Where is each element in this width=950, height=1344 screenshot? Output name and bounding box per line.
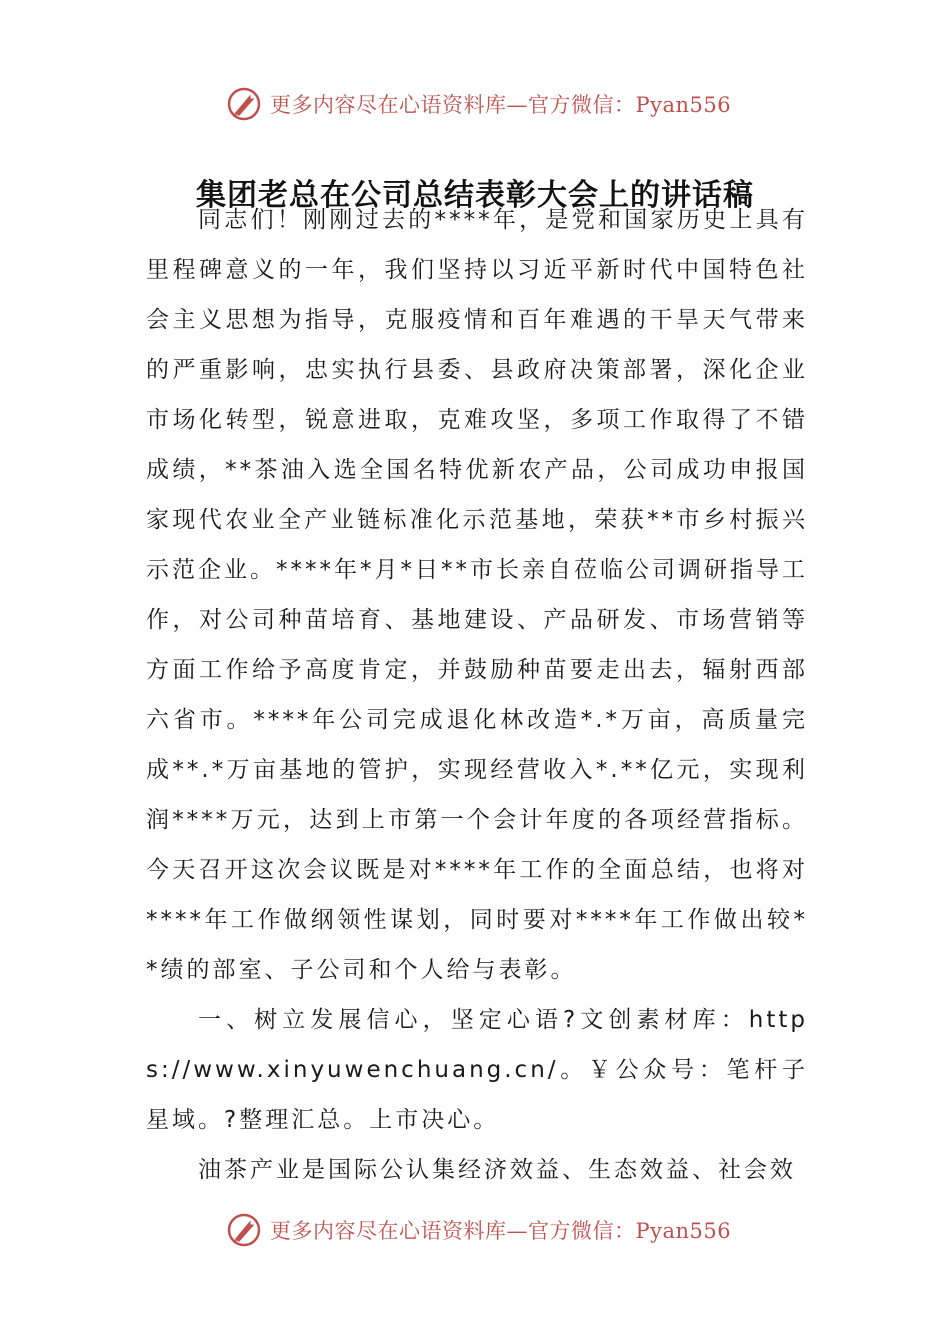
watermark-banner-top [226,84,746,124]
paragraph: 油茶产业是国际公认集经济效益、生态效益、社会效 [198,1157,796,1183]
document-title: 集团老总在公司总结表彰大会上的讲话稿 [196,178,754,214]
watermark-text: 更多内容尽在心语资料库—官方微信：Pyan556 [270,1219,732,1243]
pen-logo-icon [226,86,262,122]
paragraph: 一、树立发展信心，坚定心语?文创素材库：https://www.xinyuwenchuang.cn/。￥公众号：笔杆子星域。?整理汇总。上市决心。 [146,1007,808,1133]
document-body [146,195,808,1195]
pen-logo-icon [226,1212,262,1248]
watermark-banner-bottom [226,1210,746,1250]
paragraph: 同志们！刚刚过去的****年，是党和国家历史上具有里程碑意义的一年，我们坚持以习近平新时代中国特色社会主义思想为指导，克服疫情和百年难遇的干旱天气带来的严重影响，忠实执行县委、县政府决策部署，深化企业市场化转型，锐意进取，克难攻坚，多项工作取得了不错成绩，**茶油入选全国名特优新农产品，公司成功申报国家现代农业全产业链标准化示范基地，荣获**市乡村振兴示范企业。****年*月*日**市长亲自莅临公司调研指导工作，对公司种苗培育、基地建设、产品研发、市场营销等方面工作给予高度肯定，并鼓励种苗要走出去，辐射西部六省市。****年公司完成退化林改造*.*万亩，高质量完成**.*万亩基地的管护，实现经营收入*.**亿元，实现利润****万元，达到上市第一个会计年度的各项经营指标。今天召开这次会议既是对****年工作的全面总结，也将对****年工作做纲领性谋划，同时要对****年工作做出较**绩的部室、子公司和个人给与表彰。 [146,207,808,983]
watermark-text: 更多内容尽在心语资料库—官方微信：Pyan556 [270,93,732,117]
